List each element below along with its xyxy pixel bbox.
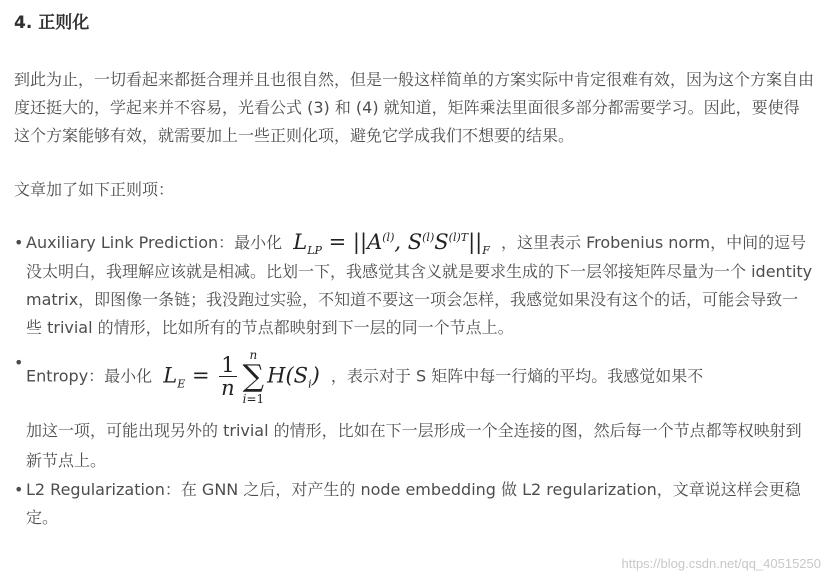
list-item-lead: L2 Regularization：在 GNN 之后，对产生的 node embedding 做 L2 regularization，文章说这样会更稳定。 bbox=[26, 479, 801, 527]
paragraph-intro: 到此为止，一切看起来都挺合理并且也很自然，但是一般这样简单的方案实际中肯定很难有效，因为这个方案自由度还挺大的，学起来并不容易，光看公式 (3) 和 (4) 就知道，矩阵乘法里面很多部分都需要学习。因此，要使得这个方案能够有效，就需要加上一些正则化项，避免它学成我们不想要的结果。 bbox=[14, 70, 815, 145]
list-item-text-continued: 加这一项，可能出现另外的 trivial 的情形，比如在下一层形成一个全连接的图，然后每一个节点都等权映射到新节点上。 bbox=[26, 420, 802, 470]
list-item-text: ，表示对于 S 矩阵中每一行熵的平均。我感觉如果不 bbox=[330, 366, 704, 385]
bullet-dot: • bbox=[14, 233, 24, 252]
watermark-url: https://blog.csdn.net/qq_40515250 bbox=[621, 556, 821, 571]
article-content bbox=[14, 10, 814, 532]
formula-entropy: $L_E$ = $\frac{1}{n}$ n ∑ i=1 $H(S_i)$ bbox=[163, 347, 320, 406]
bullet-dot: • bbox=[14, 352, 24, 372]
bullet-dot: • bbox=[14, 479, 24, 499]
section-title: 4. 正则化 bbox=[14, 13, 90, 33]
list-item-entropy bbox=[14, 348, 814, 476]
list-item-text: ，这里表示 Frobenius norm，中间的逗号没太明白，我理解应该就是相减。比划一下，我感觉其含义就是要求生成的下一层邻接矩阵尽量为一个 identity matrix，即图像一条链；我没跑过实验，不知道不要这一项会怎样，我感觉如果没有这个的话，可能会导致一些 trivial 的情形，比如所有的节点都映射到下一层的同一个节点上。 bbox=[26, 233, 813, 337]
regularization-list bbox=[14, 229, 814, 532]
formula-link-prediction: $L_{LP} = ||A^{(l)}$, $S^{(l)}S^{(l)T}||_F$ bbox=[293, 229, 490, 257]
list-item-l2 bbox=[14, 476, 814, 532]
list-item-link-prediction bbox=[14, 229, 814, 342]
list-item-lead: Auxiliary Link Prediction：最小化 bbox=[26, 233, 283, 252]
paragraph-regularizers-lead: 文章加了如下正则项： bbox=[14, 180, 175, 199]
list-item-lead: Entropy：最小化 bbox=[26, 366, 153, 385]
